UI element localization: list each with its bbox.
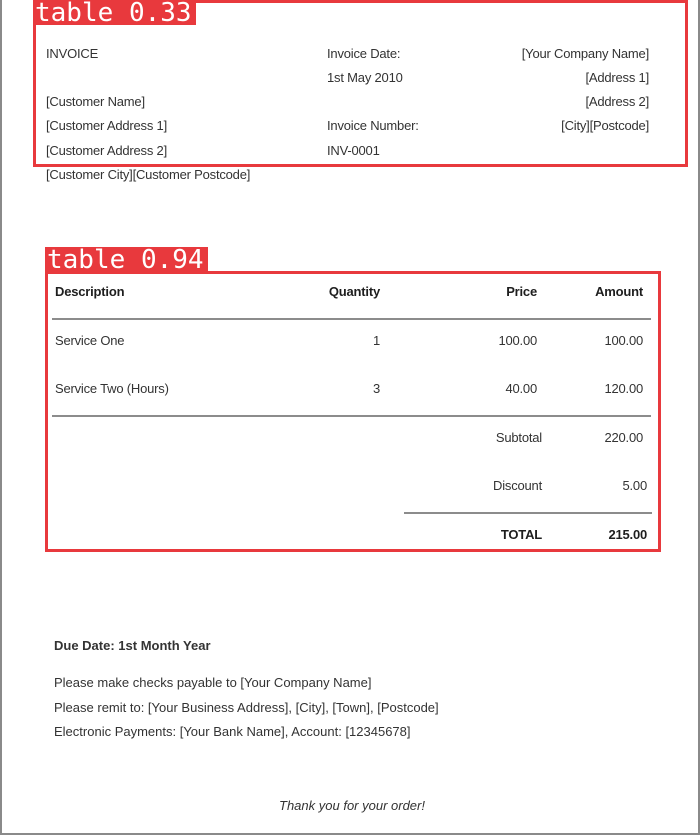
total-label: TOTAL — [500, 527, 542, 542]
total-value: 215.00 — [608, 527, 647, 542]
row-price: 40.00 — [505, 381, 537, 396]
customer-address1: [Customer Address 1] — [46, 118, 167, 133]
detection-score: 0.94 — [140, 247, 204, 272]
electronic-payment-line: Electronic Payments: [Your Bank Name], Account: [12345678] — [54, 724, 411, 739]
due-date: Due Date: 1st Month Year — [54, 638, 211, 653]
col-price-header: Price — [506, 284, 537, 299]
detection-label-items-table — [45, 247, 208, 272]
subtotal-value: 220.00 — [604, 430, 643, 445]
customer-city-postcode: [Customer City][Customer Postcode] — [46, 167, 251, 182]
invoice-date: 1st May 2010 — [327, 70, 403, 85]
remit-line: Please remit to: [Your Business Address], [City], [Town], [Postcode] — [54, 700, 439, 715]
detection-class: table — [47, 247, 126, 272]
discount-label: Discount — [493, 478, 542, 493]
discount-value: 5.00 — [622, 478, 647, 493]
detection-class: table — [35, 0, 114, 25]
detection-box-header-table — [33, 0, 688, 167]
row-quantity: 3 — [372, 381, 380, 396]
col-description-header: Description — [55, 284, 125, 299]
company-address1: [Address 1] — [585, 70, 649, 85]
thank-you-note: Thank you for your order! — [279, 798, 425, 813]
payable-line: Please make checks payable to [Your Company Name] — [54, 675, 372, 690]
row-description: Service One — [55, 333, 125, 348]
customer-name: [Customer Name] — [46, 94, 145, 109]
col-quantity-header: Quantity — [328, 284, 380, 299]
invoice-title: INVOICE — [46, 46, 99, 61]
customer-address2: [Customer Address 2] — [46, 143, 167, 158]
detection-score: 0.33 — [128, 0, 192, 25]
detection-label-header-table — [33, 0, 196, 25]
invoice-number: INV-0001 — [327, 143, 380, 158]
detection-box-items-table — [45, 271, 661, 552]
invoice-number-label: Invoice Number: — [327, 118, 419, 133]
company-name: [Your Company Name] — [521, 46, 649, 61]
row-price: 100.00 — [498, 333, 537, 348]
company-city-postcode: [City][Postcode] — [561, 118, 649, 133]
row-quantity: 1 — [372, 333, 380, 348]
row-description: Service Two (Hours) — [55, 381, 169, 396]
col-amount-header: Amount — [595, 284, 643, 299]
row-amount: 120.00 — [604, 381, 643, 396]
invoice-date-label: Invoice Date: — [327, 46, 401, 61]
company-address2: [Address 2] — [585, 94, 649, 109]
subtotal-label: Subtotal — [495, 430, 542, 445]
row-amount: 100.00 — [604, 333, 643, 348]
